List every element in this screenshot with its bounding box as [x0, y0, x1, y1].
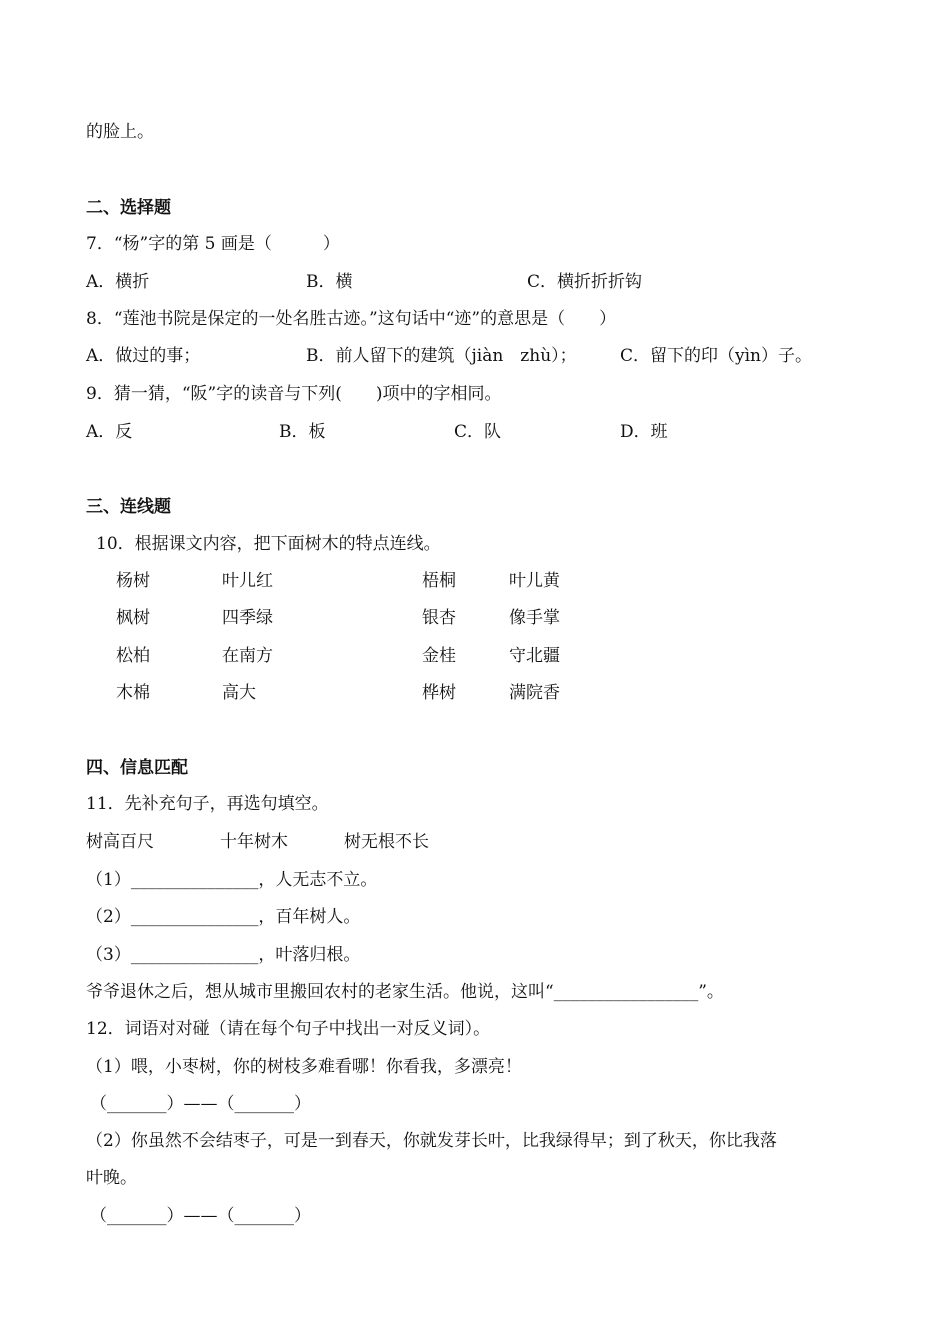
question-7-stem: 7．“杨”字的第 5 画是（ ）	[86, 234, 340, 254]
idiom-choice: 树高百尺	[86, 832, 154, 852]
q8-option-a[interactable]: A．做过的事；	[86, 346, 201, 366]
section-heading-choice: 二、选择题	[86, 198, 171, 218]
q12-answer-blank-1[interactable]: （_______）——（_______）	[90, 1094, 311, 1114]
tree-feature[interactable]: 像手掌	[509, 608, 560, 628]
q9-option-b[interactable]: B．板	[279, 422, 326, 442]
q7-option-c[interactable]: C．横折折折钩	[527, 272, 643, 292]
q12-sentence-1: （1）喂，小枣树，你的树枝多难看哪！你看我，多漂亮！	[86, 1057, 522, 1077]
question-11-stem: 11．先补充句子，再选句填空。	[86, 794, 329, 814]
tree-feature[interactable]: 叶儿黄	[509, 571, 560, 591]
q12-sentence-2-cont: 叶晚。	[86, 1168, 137, 1188]
question-12-stem: 12．词语对对碰（请在每个句子中找出一对反义词）。	[86, 1019, 491, 1039]
section-heading-matching-lines: 三、连线题	[86, 497, 171, 517]
tree-name[interactable]: 梧桐	[422, 571, 456, 591]
q7-option-a[interactable]: A．横折	[86, 272, 150, 292]
tree-name[interactable]: 银杏	[422, 608, 456, 628]
tree-name[interactable]: 松柏	[116, 646, 150, 666]
idiom-choice: 十年树木	[220, 832, 288, 852]
section-heading-info-match: 四、信息匹配	[86, 758, 188, 778]
question-8-stem: 8．“莲池书院是保定的一处名胜古迹。”这句话中“迹”的意思是（ ）	[86, 309, 617, 329]
tree-feature[interactable]: 叶儿红	[222, 571, 273, 591]
q7-option-b[interactable]: B．横	[306, 272, 353, 292]
q9-option-a[interactable]: A．反	[86, 422, 133, 442]
q12-answer-blank-2[interactable]: （_______）——（_______）	[90, 1206, 311, 1226]
q11-item-3[interactable]: （3）_______________，叶落归根。	[86, 945, 361, 965]
q9-option-c[interactable]: C．队	[454, 422, 502, 442]
q8-option-b[interactable]: B．前人留下的建筑（jiàn zhù）；	[306, 346, 577, 366]
tree-name[interactable]: 金桂	[422, 646, 456, 666]
tree-feature[interactable]: 高大	[222, 683, 256, 703]
idiom-choice: 树无根不长	[344, 832, 429, 852]
tree-feature[interactable]: 满院香	[509, 683, 560, 703]
tree-name[interactable]: 枫树	[116, 608, 150, 628]
q9-option-d[interactable]: D．班	[620, 422, 668, 442]
tree-feature[interactable]: 四季绿	[222, 608, 273, 628]
q12-sentence-2: （2）你虽然不会结枣子，可是一到春天，你就发芽长叶，比我绿得早；到了秋天，你比我落	[86, 1131, 777, 1151]
question-10-stem: 10．根据课文内容，把下面树木的特点连线。	[96, 534, 441, 554]
q11-item-2[interactable]: （2）_______________，百年树人。	[86, 907, 361, 927]
q8-option-c[interactable]: C．留下的印（yìn）子。	[620, 346, 812, 366]
tree-feature[interactable]: 守北疆	[509, 646, 560, 666]
continuation-text: 的脸上。	[86, 122, 154, 142]
tree-name[interactable]: 杨树	[116, 571, 150, 591]
tree-name[interactable]: 桦树	[422, 683, 456, 703]
tree-name[interactable]: 木棉	[116, 683, 150, 703]
q11-item-1[interactable]: （1）_______________，人无志不立。	[86, 870, 378, 890]
question-9-stem: 9．猜一猜，“阪”字的读音与下列( )项中的字相同。	[86, 384, 502, 404]
tree-feature[interactable]: 在南方	[222, 646, 273, 666]
q11-paragraph[interactable]: 爷爷退休之后，想从城市里搬回农村的老家生活。他说，这叫“_________________”。	[86, 982, 724, 1002]
